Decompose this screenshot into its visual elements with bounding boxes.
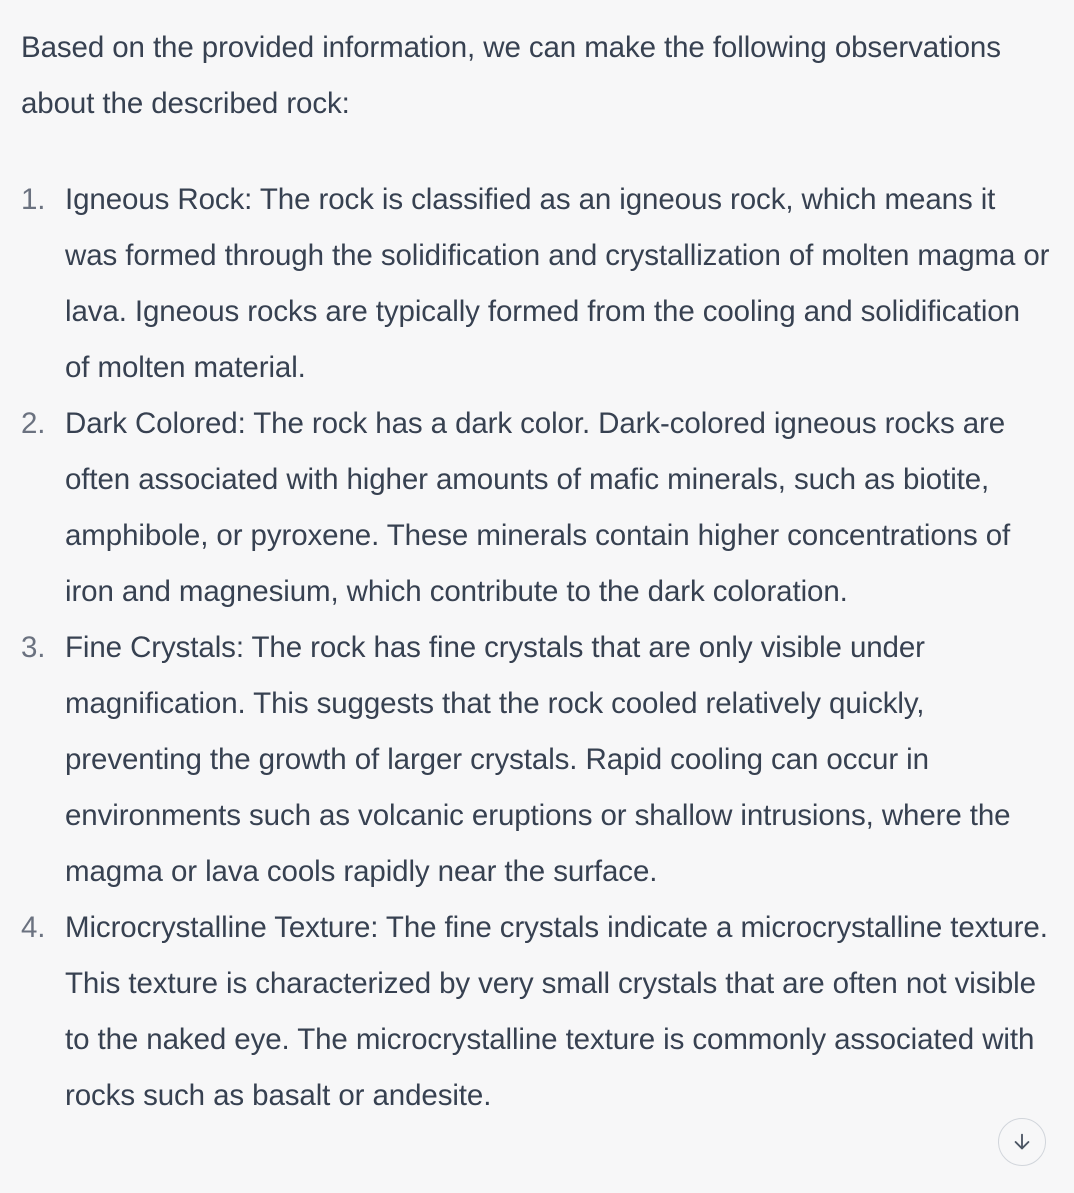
list-item [21,900,1051,1124]
observation-list [21,172,1051,1124]
scroll-to-bottom-button[interactable] [998,1118,1046,1166]
list-item [21,172,1051,396]
message-intro: Based on the provided information, we can make the following observations about the described rock: [21,31,1001,120]
list-item-number: 1. [21,183,46,216]
arrow-down-icon [1011,1131,1033,1153]
assistant-message [21,20,1051,1124]
list-item-text: Dark Colored: The rock has a dark color. Dark-colored igneous rocks are often associated with higher amounts of mafic minerals, such as biotite, amphibole, or pyroxene. These minerals contain higher concentrations of iron and magnesium, which contribute to the dark coloration. [65,407,1011,608]
list-item-number: 3. [21,631,46,664]
list-item-text: Igneous Rock: The rock is classified as an igneous rock, which means it was formed through the solidification and crystallization of molten magma or lava. Igneous rocks are typically formed from the cooling and solidification of molten material. [65,183,1050,384]
list-item [21,396,1051,620]
list-item-number: 2. [21,407,46,440]
list-item-text: Fine Crystals: The rock has fine crystals that are only visible under magnification. This suggests that the rock cooled relatively quickly, preventing the growth of larger crystals. Rapid cooling can occur in environments such as volcanic eruptions or shallow intrusions, where the magma or lava cools rapidly near the surface. [65,631,1011,888]
list-item-text: Microcrystalline Texture: The fine crystals indicate a microcrystalline texture. This texture is characterized by very small crystals that are often not visible to the naked eye. The microcrystalline texture is commonly associated with rocks such as basalt or andesite. [65,911,1048,1112]
list-item-number: 4. [21,911,46,944]
list-item [21,620,1051,900]
